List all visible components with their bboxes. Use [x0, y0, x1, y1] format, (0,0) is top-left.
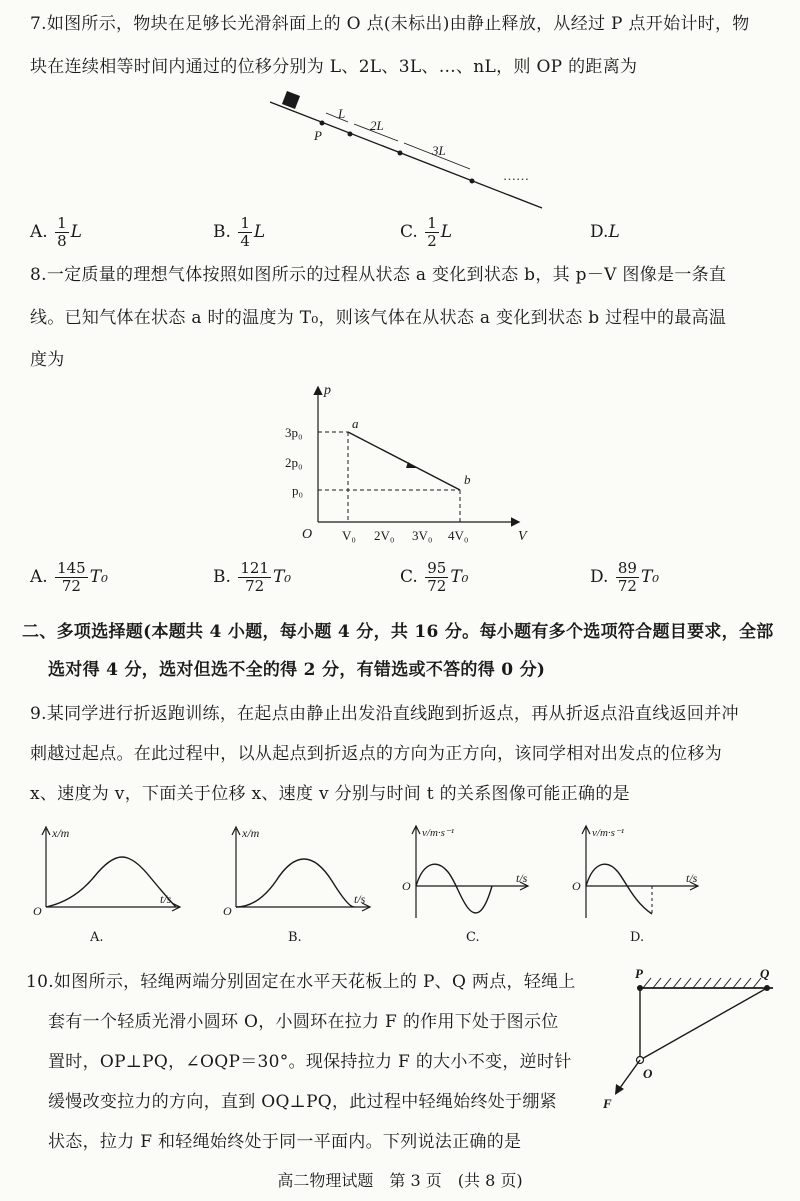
q9-caption-d: D.	[630, 930, 645, 945]
q9-a-ylabel: x/m	[52, 826, 70, 840]
q9-text-line-1: 9.某同学进行折返跑训练，在起点由静止出发沿直线跑到折返点，再从折返点沿直线返回并冲	[30, 704, 739, 724]
q8-xtick-2v0: 2V₀	[374, 528, 395, 543]
q8-xtick-v0: V₀	[342, 528, 356, 543]
q7-label-l: L	[338, 106, 346, 121]
q8-x-label: V	[518, 529, 527, 544]
q8-process-line	[348, 432, 460, 490]
q7-option-c: C. $\frac{1}{2}$ L	[400, 214, 453, 250]
q9-caption-b: B.	[288, 930, 302, 945]
q8-pv-graph	[280, 380, 540, 545]
q7-option-d: D.L	[590, 222, 620, 242]
q10-text-line-5: 状态，拉力 F 和轻绳始终处于同一平面内。下列说法正确的是	[48, 1132, 522, 1152]
q7-option-a: A. $\frac{1}{8}$ L	[30, 214, 82, 250]
q9-caption-a: A.	[90, 930, 104, 945]
q10-text-line-3: 置时，OP⊥PQ，∠OQP＝30°。现保持拉力 F 的大小不变，逆时针	[48, 1052, 572, 1072]
section-2-header-line-2: 选对得 4 分，选对但选不全的得 2 分，有错选或不答的得 0 分)	[48, 660, 546, 680]
q7-ellipsis: ……	[503, 168, 529, 183]
q8-ytick-p0: p₀	[292, 483, 304, 498]
q8-origin: O	[302, 527, 313, 542]
q10-point-q: Q	[760, 966, 770, 981]
q8-xtick-4v0: 4V₀	[448, 528, 469, 543]
q8-ytick-2p0: 2p₀	[285, 455, 303, 470]
q8-point-b: b	[464, 472, 471, 487]
q10-rope-figure	[595, 962, 795, 1112]
q8-ytick-3p0: 3p₀	[285, 425, 303, 440]
q8-xtick-3v0: 3V₀	[412, 528, 433, 543]
q10-text-line-4: 缓慢改变拉力的方向，直到 OQ⊥PQ，此过程中轻绳始终处于绷紧	[48, 1092, 557, 1112]
q10-rope-oq	[640, 988, 767, 1060]
q7-option-b: B. $\frac{1}{4}$ L	[213, 214, 266, 250]
q8-text-line-2: 线。已知气体在状态 a 时的温度为 T₀，则该气体在从状态 a 变化到状态 b 过程中的最高温	[30, 308, 727, 328]
q9-a-origin: O	[33, 904, 42, 918]
q9-b-origin: O	[223, 904, 232, 918]
q9-graph-a	[30, 825, 190, 920]
q9-b-curve	[236, 859, 354, 907]
section-2-header-line-1: 二、多项选择题(本题共 4 小题，每小题 4 分，共 16 分。每小题有多个选项符合题目要求，全部	[22, 622, 774, 642]
q9-graph-d	[568, 822, 713, 922]
q10-text-line-2: 套有一个轻质光滑小圆环 O，小圆环在拉力 F 的作用下处于图示位	[48, 1012, 559, 1032]
q9-c-ylabel: v/m·s⁻¹	[422, 827, 455, 839]
q9-d-curve	[586, 864, 652, 914]
q8-option-c: C. $\frac{95}{72}$ T₀	[400, 559, 469, 595]
q7-text-line-1: 7.如图所示，物块在足够长光滑斜面上的 O 点(未标出)由静止释放，从经过 P 点开始计时，物	[30, 14, 750, 34]
q9-graph-c	[398, 822, 543, 922]
q8-text-line-1: 8.一定质量的理想气体按照如图所示的过程从状态 a 变化到状态 b，其 p－V 图像是一条直	[30, 265, 727, 285]
q9-d-origin: O	[572, 879, 581, 893]
q7-text-line-2: 块在连续相等时间内通过的位移分别为 L、2L、3L、…、nL，则 OP 的距离为	[30, 57, 638, 77]
q7-label-3l: 3L	[432, 143, 446, 158]
page-footer: 高二物理试题 第 3 页 (共 8 页)	[277, 1171, 523, 1190]
q9-a-xlabel: t/s	[160, 892, 172, 906]
q8-option-d: D. $\frac{89}{72}$ T₀	[590, 559, 660, 595]
q8-option-b: B. $\frac{121}{72}$ T₀	[213, 559, 292, 595]
q8-point-a: a	[352, 416, 359, 431]
q8-option-a: A. $\frac{145}{72}$ T₀	[30, 559, 108, 595]
q9-c-xlabel: t/s	[516, 871, 528, 885]
q9-d-ylabel: v/m·s⁻¹	[592, 827, 625, 839]
q7-incline-figure	[270, 90, 560, 215]
q10-point-p: P	[635, 966, 643, 981]
q9-c-curve	[416, 864, 492, 913]
q9-b-ylabel: x/m	[242, 826, 260, 840]
q9-text-line-3: x、速度为 v，下面关于位移 x、速度 v 分别与时间 t 的关系图像可能正确的是	[30, 784, 630, 804]
q9-caption-c: C.	[466, 930, 480, 945]
q9-d-xlabel: t/s	[686, 871, 698, 885]
q9-c-origin: O	[402, 879, 411, 893]
q9-a-curve	[46, 857, 176, 907]
q8-text-line-3: 度为	[30, 350, 65, 370]
q9-b-xlabel: t/s	[354, 892, 366, 906]
q10-point-o: O	[643, 1066, 653, 1081]
q10-label-f: F	[603, 1096, 612, 1111]
q9-graph-b	[220, 825, 380, 920]
q9-text-line-2: 刺越过起点。在此过程中，以从起点到折返点的方向为正方向，该同学相对出发点的位移为	[30, 744, 722, 764]
q8-y-label: p	[324, 383, 331, 398]
q10-text-line-1: 10.如图所示，轻绳两端分别固定在水平天花板上的 P、Q 两点，轻绳上	[26, 972, 576, 992]
q7-point-p: P	[314, 128, 322, 143]
q7-label-2l: 2L	[370, 118, 384, 133]
